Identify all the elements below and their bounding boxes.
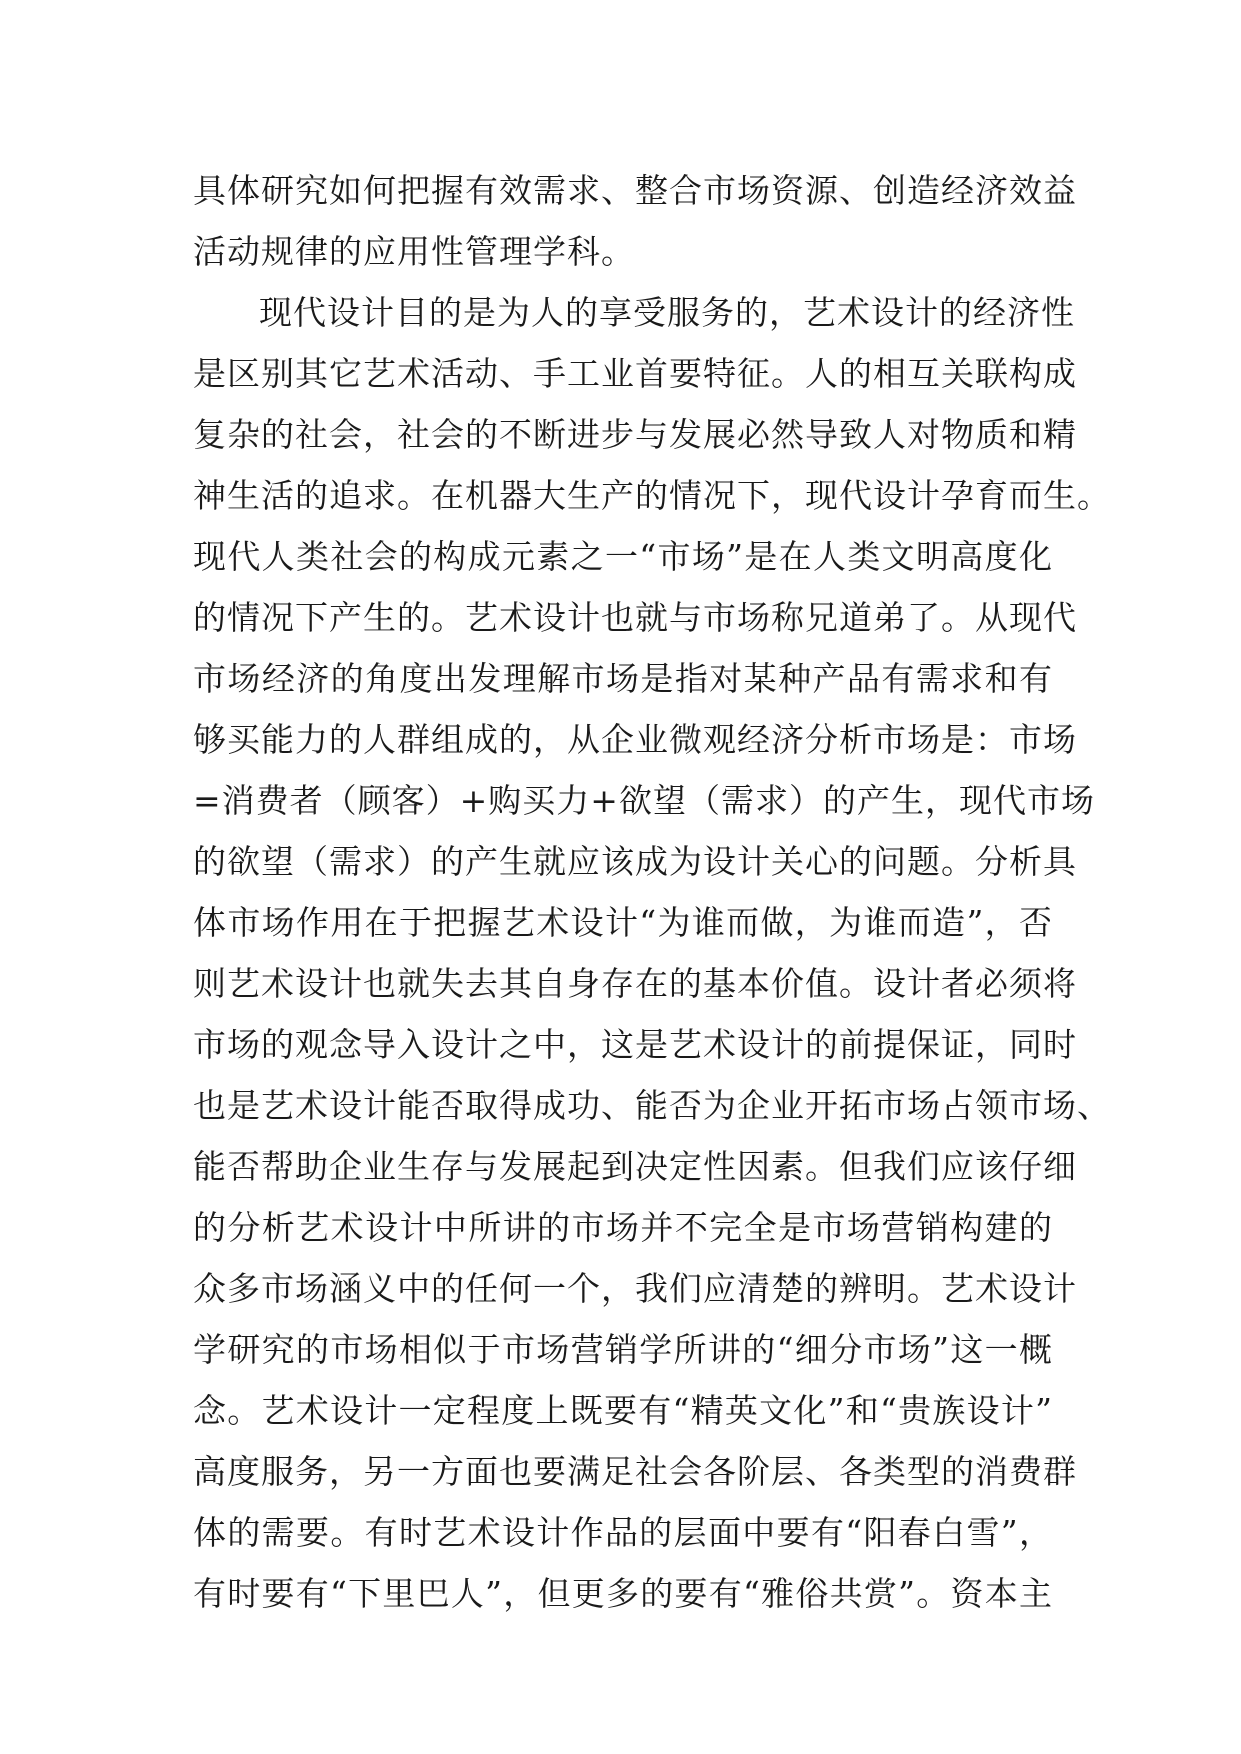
text-line: 神生活的追求。在机器大生产的情况下，现代设计孕育而生。 [193,476,1111,515]
text-line: 能否帮助企业生存与发展起到决定性因素。但我们应该仔细 [193,1147,1077,1186]
text-line: 众多市场涵义中的任何一个，我们应清楚的辨明。艺术设计 [193,1269,1077,1308]
text-line: 高度服务，另一方面也要满足社会各阶层、各类型的消费群 [193,1452,1077,1491]
text-line: 复杂的社会，社会的不断进步与发展必然导致人对物质和精 [193,415,1077,454]
paragraph-first-line: 现代设计目的是为人的享受服务的，艺术设计的经济性 [259,293,1075,332]
text-line: 则艺术设计也就失去其自身存在的基本价值。设计者必须将 [193,964,1077,1003]
text-line: 学研究的市场相似于市场营销学所讲的“细分市场”这一概 [193,1330,1053,1369]
body-text [193,160,1111,1624]
text-line: 市场的观念导入设计之中，这是艺术设计的前提保证，同时 [193,1025,1077,1064]
text-line: 体的需要。有时艺术设计作品的层面中要有“阳春白雪”， [193,1513,1053,1552]
text-line: 有时要有“下里巴人”，但更多的要有“雅俗共赏”。资本主 [193,1574,1053,1613]
text-line: 是区别其它艺术活动、手工业首要特征。人的相互关联构成 [193,354,1077,393]
text-line: 具体研究如何把握有效需求、整合市场资源、创造经济效益 [193,171,1077,210]
text-line: 的情况下产生的。艺术设计也就与市场称兄道弟了。从现代 [193,598,1077,637]
text-line: 念。艺术设计一定程度上既要有“精英文化”和“贵族设计” [193,1391,1053,1430]
text-line: 的欲望（需求）的产生就应该成为设计关心的问题。分析具 [193,842,1077,881]
text-line: 的分析艺术设计中所讲的市场并不完全是市场营销构建的 [193,1208,1053,1247]
text-line: 现代人类社会的构成元素之一“市场”是在人类文明高度化 [193,537,1053,576]
text-line: 市场经济的角度出发理解市场是指对某种产品有需求和有 [193,659,1053,698]
text-line: 体市场作用在于把握艺术设计“为谁而做，为谁而造”，否 [193,903,1053,942]
text-line: 也是艺术设计能否取得成功、能否为企业开拓市场占领市场、 [193,1086,1111,1125]
text-line: 够买能力的人群组成的，从企业微观经济分析市场是：市场 [193,720,1077,759]
text-line: 活动规律的应用性管理学科。 [193,232,635,271]
text-line: =消费者（顾客）+购买力+欲望（需求）的产生，现代市场 [193,781,1095,820]
